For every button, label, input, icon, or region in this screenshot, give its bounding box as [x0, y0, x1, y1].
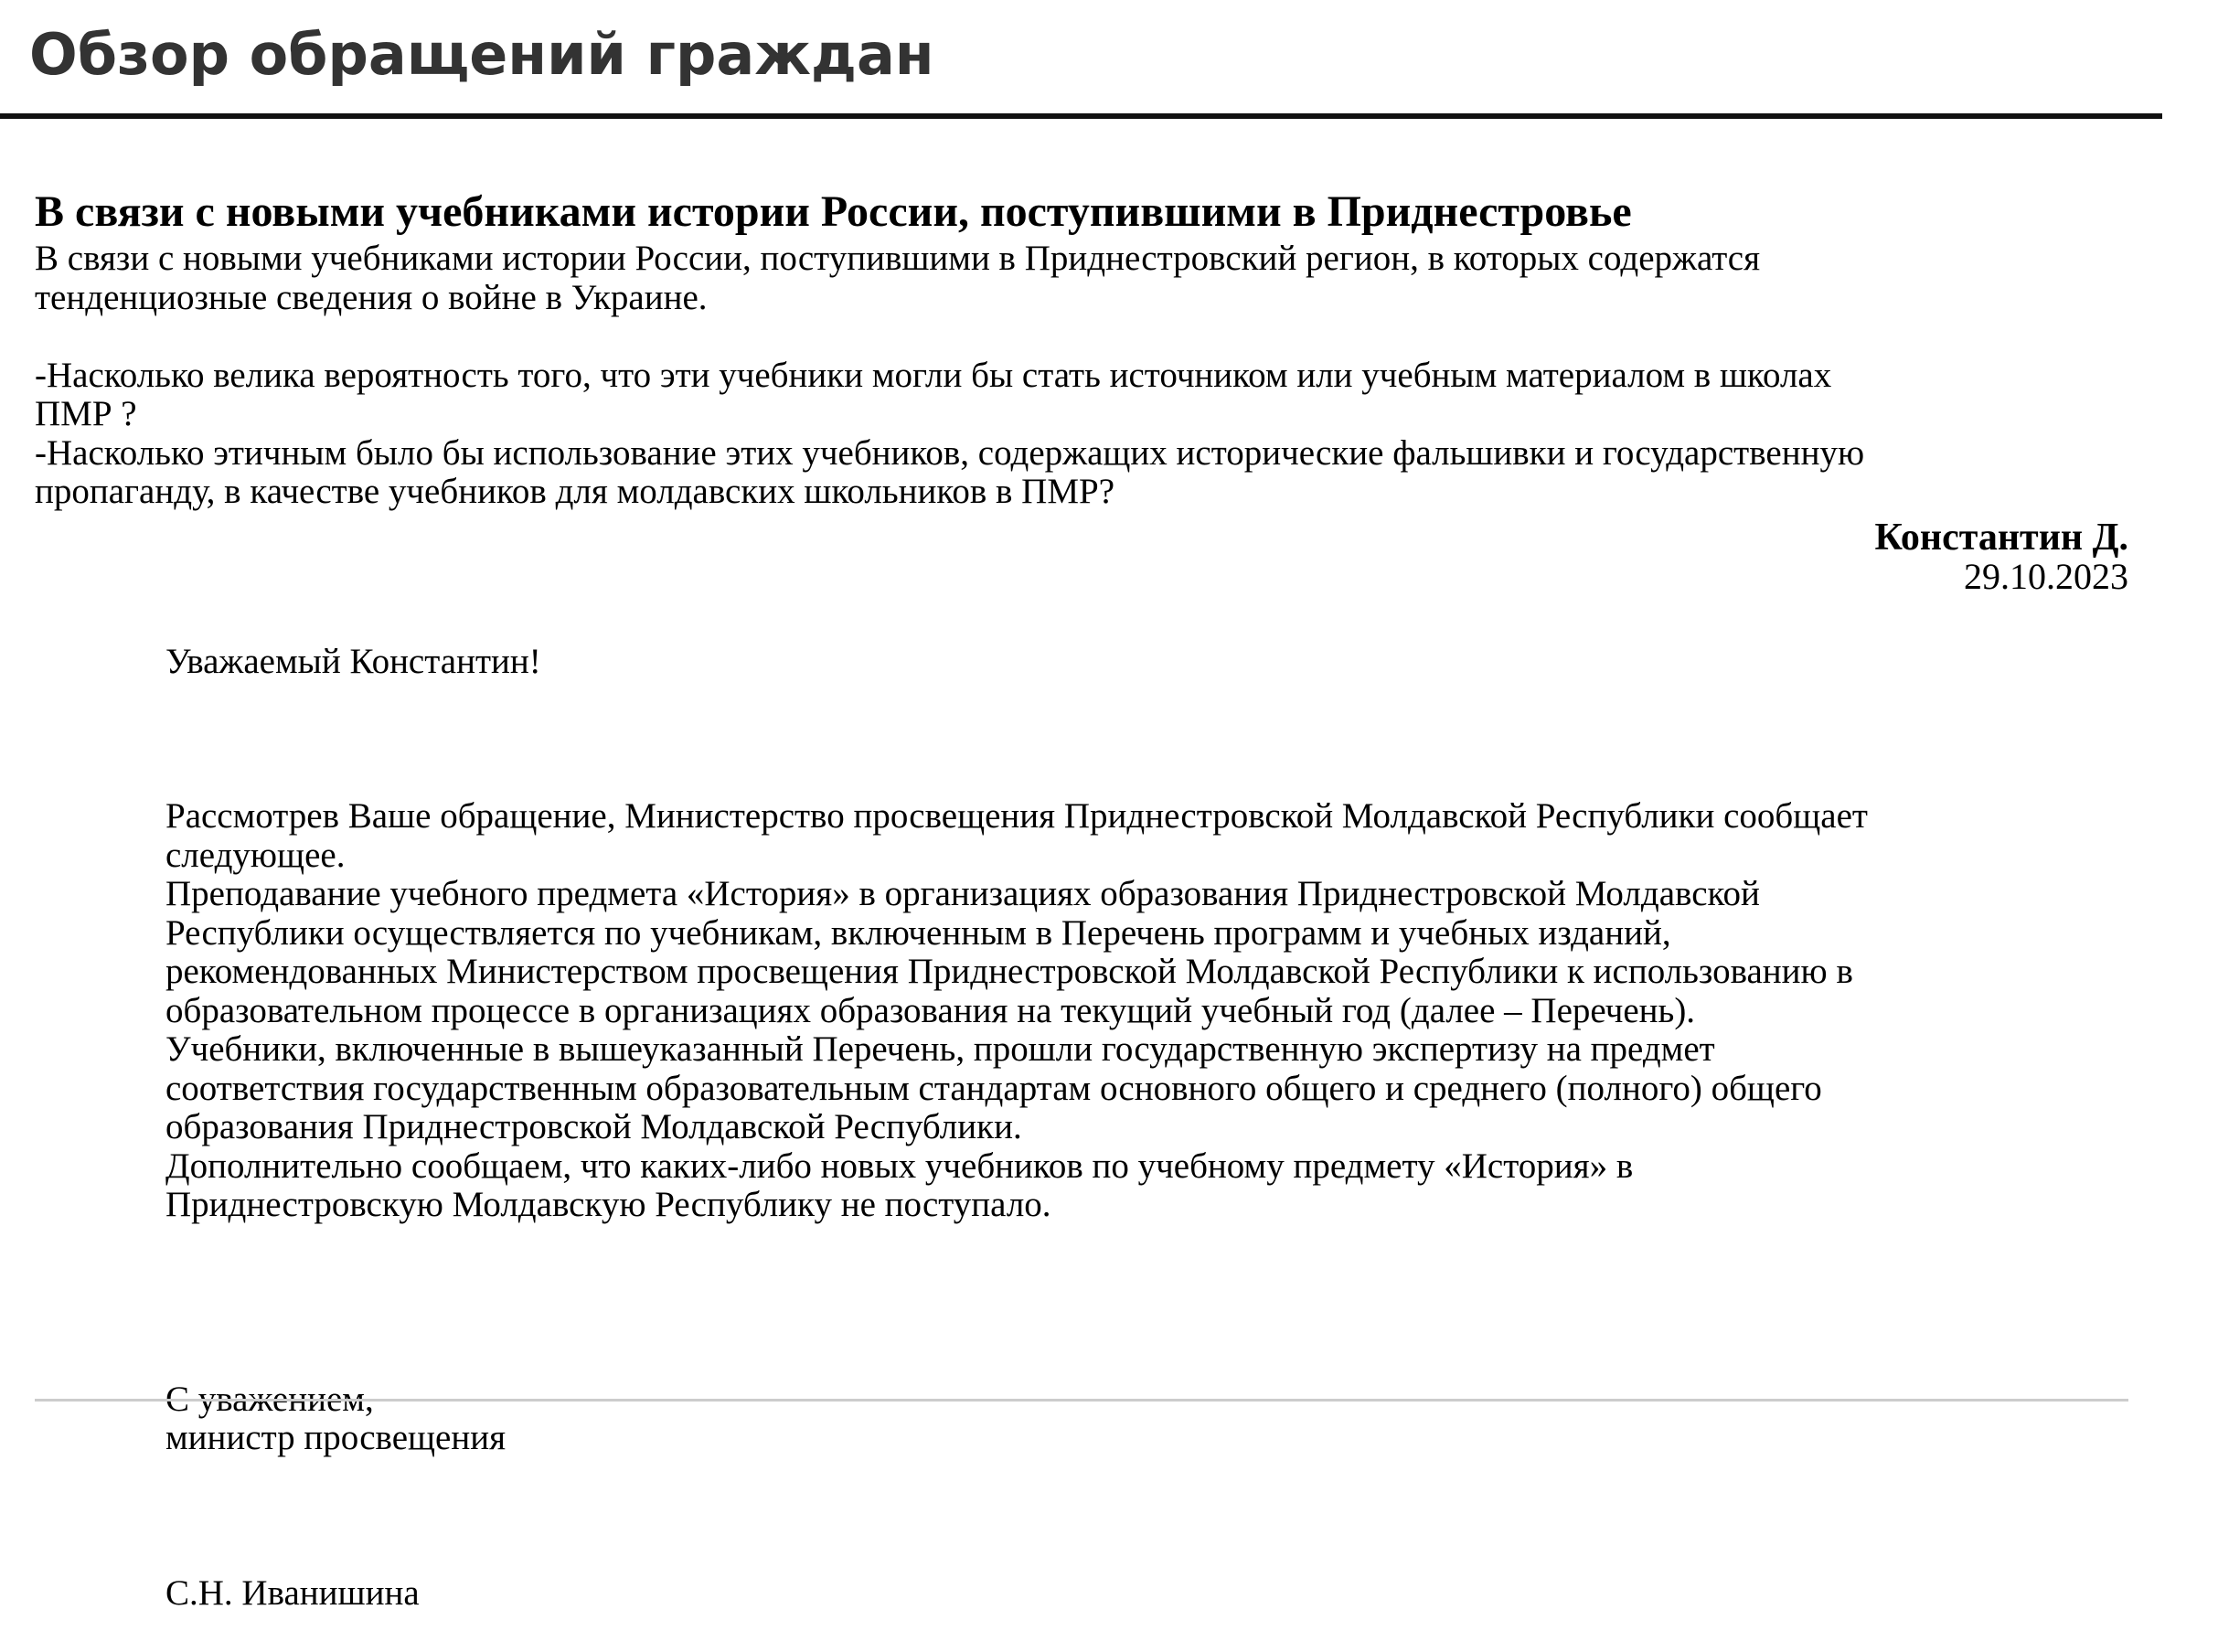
answer-closing: С уважением, министр просвещения — [165, 1379, 507, 1457]
answer-body: Рассмотрев Ваше обращение, Министерство просвещения Приднестровской Молдавской Республики сообщает следующее. Преподавание учебного предмета «История» в организациях образования Приднестровской Молдавской Республики осуществляется по учебникам, включенным в Перечень программ и учебных изданий, рекомендованных Министерством просвещения Приднестровской Молдавской Республики к использованию в образовательном процессе в организациях образования на текущий учебный год (далее – Перечень). Учебники, включенные в вышеуказанный Перечень, прошли государственную экспертизу на предмет соответствия государственным образовательным стандартам основного общего и среднего (полного) общего образования Приднестровской Молдавской Республики. Дополнительно сообщаем, что каких-либо новых учебников по учебному предмету «История» в Приднестровскую Молдавскую Республику не поступало. — [165, 796, 1868, 1224]
appeal-date: 29.10.2023 — [1964, 555, 2128, 597]
appeal-author: Константин Д. — [1874, 516, 2128, 559]
page-header — [0, 0, 2162, 119]
appeal-section — [35, 185, 2128, 596]
appeal-text: В связи с новыми учебниками истории России, поступившими в Приднестровский регион, в которых содержатся тенденциозные сведения о войне в Украине. -Насколько велика вероятность того, что эти учебники могли бы стать источником или учебным материалом в школах ПМР ? -Насколько этичным было бы использование этих учебников, содержащих исторические фальшивки и государственную пропаганду, в качестве учебников для молдавских школьников в ПМР? — [35, 239, 1865, 511]
appeal-title: В связи с новыми учебниками истории России, поступившими в Приднестровье — [35, 187, 1632, 236]
answer-signer: С.Н. Иванишина — [165, 1572, 420, 1613]
appeal-signature — [35, 517, 2128, 596]
bottom-divider — [35, 1399, 2128, 1402]
page-title: Обзор обращений граждан — [29, 21, 934, 88]
answer-greeting: Уважаемый Константин! — [165, 641, 541, 681]
answer-section — [165, 603, 2140, 1652]
